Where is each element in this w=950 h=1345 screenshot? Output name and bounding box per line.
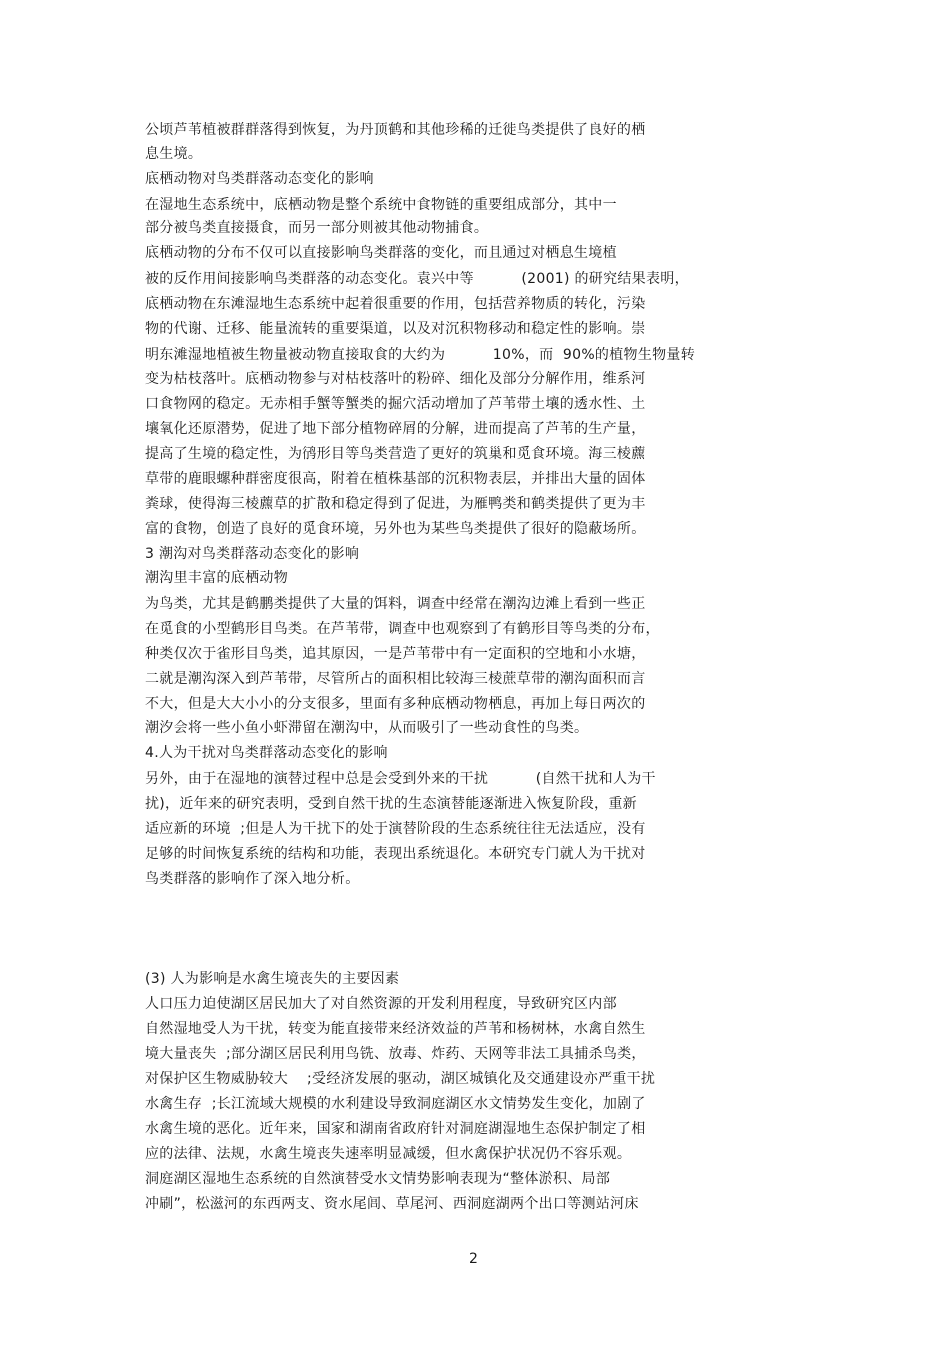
text-line: 潮沟里丰富的底栖动物 <box>145 570 288 586</box>
text-line: 境大量丧失 ;部分湖区居民利用鸟铣、放毒、炸药、天网等非法工具捕杀鸟类， <box>145 1046 646 1062</box>
text-line: 适应新的环境 ;但是人为干扰下的处于演替阶段的生态系统往往无法适应，没有 <box>145 821 646 837</box>
text-line: 应的法律、法规，水禽生境丧失速率明显减缓，但水禽保护状况仍不容乐观。 <box>145 1146 632 1162</box>
text-line: 水禽生存 ;长江流域大规模的水利建设导致洞庭湖区水文情势发生变化，加剧了 <box>145 1096 646 1112</box>
text-line: 底栖动物的分布不仅可以直接影响鸟类群落的变化，而且通过对栖息生境植 <box>145 245 617 261</box>
text-line: 潮汐会将一些小鱼小虾滞留在潮沟中，从而吸引了一些动食性的鸟类。 <box>145 720 589 736</box>
text-line: 鸟类群落的影响作了深入地分析。 <box>145 871 360 887</box>
text-line: 二就是潮沟深入到芦苇带，尽管所占的面积相比较海三棱蔗草带的潮沟面积而言 <box>145 671 646 687</box>
section-heading: 3 潮沟对鸟类群落动态变化的影响 <box>145 546 360 562</box>
text-line: 对保护区生物威胁较大 ;受经济发展的驱动，湖区城镇化及交通建设亦严重干扰 <box>145 1071 656 1087</box>
text-line: 被的反作用间接影响鸟类群落的动态变化。袁兴中等 (2001) 的研究结果表明， <box>145 271 689 287</box>
section-heading: 4.人为干扰对鸟类群落动态变化的影响 <box>145 745 388 761</box>
text-line: 息生境。 <box>145 146 203 162</box>
text-line: 另外，由于在湿地的演替过程中总是会受到外来的干扰 (自然干扰和人为干 <box>145 771 656 787</box>
text-line: 洞庭湖区湿地生态系统的自然演替受水文情势影响表现为“整体淤积、局部 <box>145 1171 611 1187</box>
text-line: 足够的时间恢复系统的结构和功能，表现出系统退化。本研究专门就人为干扰对 <box>145 846 646 862</box>
text-line: 底栖动物在东滩湿地生态系统中起着很重要的作用，包括营养物质的转化，污染 <box>145 296 646 312</box>
text-line: 公顷芦苇植被群群落得到恢复，为丹顶鹤和其他珍稀的迁徙鸟类提供了良好的栖 <box>145 122 646 138</box>
text-line: 富的食物，创造了良好的觅食环境，另外也为某些鸟类提供了很好的隐蔽场所。 <box>145 521 646 537</box>
text-line: 变为枯枝落叶。底栖动物参与对枯枝落叶的粉碎、细化及部分分解作用，维系河 <box>145 371 646 387</box>
page-number: 2 <box>469 1251 478 1267</box>
text-line: 在湿地生态系统中，底栖动物是整个系统中食物链的重要组成部分，其中一 <box>145 197 617 213</box>
text-line: 自然湿地受人为干扰，转变为能直接带来经济效益的芦苇和杨树林，水禽自然生 <box>145 1021 646 1037</box>
text-line: 部分被鸟类直接摄食，而另一部分则被其他动物捕食。 <box>145 220 489 236</box>
text-line: 冲刷”，松滋河的东西两支、资水尾闾、草尾河、西洞庭湖两个出口等测站河床 <box>145 1196 639 1212</box>
text-line: 物的代谢、迁移、能量流转的重要渠道，以及对沉积物移动和稳定性的影响。崇 <box>145 321 646 337</box>
text-line: 扰)，近年来的研究表明，受到自然干扰的生态演替能逐渐进入恢复阶段，重新 <box>145 796 637 812</box>
section-heading: (3) 人为影响是水禽生境丧失的主要因素 <box>145 971 400 987</box>
text-line: 口食物网的稳定。无赤相手蟹等蟹类的掘穴活动增加了芦苇带土壤的透水性、土 <box>145 396 646 412</box>
text-line: 壤氧化还原潜势，促进了地下部分植物碎屑的分解，进而提高了芦苇的生产量， <box>145 421 646 437</box>
text-line: 草带的鹿眼螺种群密度很高，附着在植株基部的沉积物表层，并排出大量的固体 <box>145 471 646 487</box>
text-line: 为鸟类，尤其是鹤鹏类提供了大量的饵料，调查中经常在潮沟边滩上看到一些正 <box>145 596 646 612</box>
section-heading: 底栖动物对鸟类群落动态变化的影响 <box>145 171 374 187</box>
text-line: 水禽生境的恶化。近年来，国家和湖南省政府针对洞庭湖湿地生态保护制定了相 <box>145 1121 646 1137</box>
text-line: 提高了生境的稳定性，为鸻形目等鸟类营造了更好的筑巢和觅食环境。海三棱藨 <box>145 446 646 462</box>
text-line: 明东滩湿地植被生物量被动物直接取食的大约为 10%，而 90%的植物生物量转 <box>145 347 696 363</box>
text-line: 粪球，使得海三棱藨草的扩散和稳定得到了促进，为雁鸭类和鹤类提供了更为丰 <box>145 496 646 512</box>
text-line: 在觅食的小型鹤形目鸟类。在芦苇带，调查中也观察到了有鹤形目等鸟类的分布， <box>145 621 660 637</box>
text-line: 人口压力迫使湖区居民加大了对自然资源的开发利用程度，导致研究区内部 <box>145 996 617 1012</box>
text-line: 不大，但是大大小小的分支很多，里面有多种底栖动物栖息，再加上每日两次的 <box>145 696 646 712</box>
text-line: 种类仅次于雀形目鸟类，追其原因，一是芦苇带中有一定面积的空地和小水塘， <box>145 646 646 662</box>
